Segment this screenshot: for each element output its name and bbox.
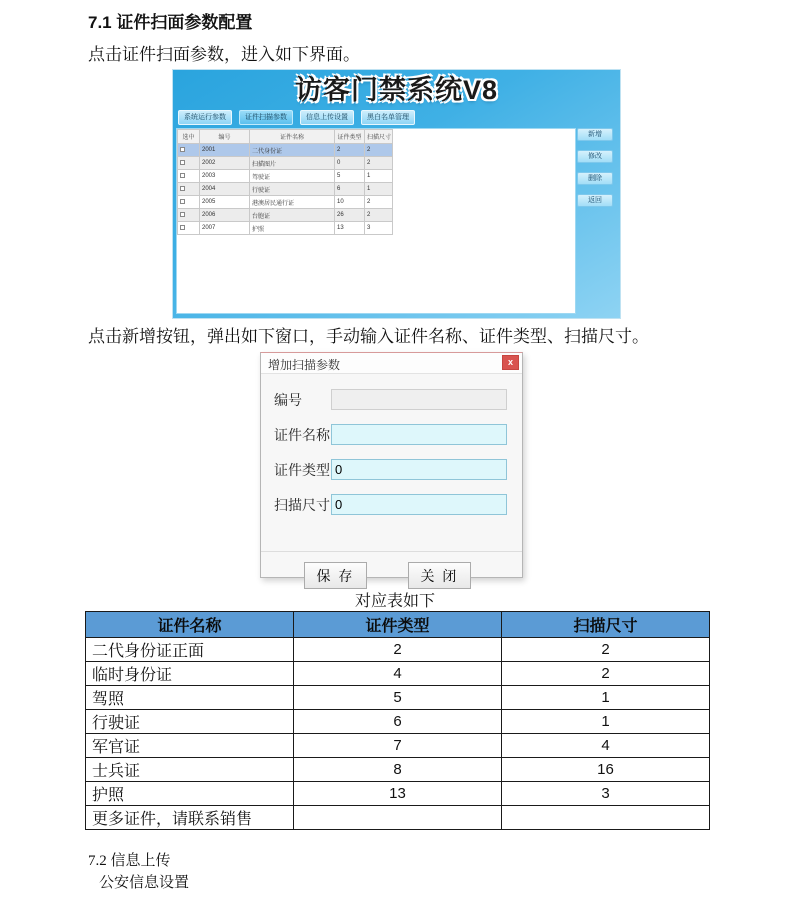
col-select: 选中 <box>178 130 200 144</box>
table-row[interactable]: 2007 护照 13 3 <box>178 222 393 235</box>
app-title: 访客门禁系统V8 <box>294 75 499 105</box>
close-icon[interactable]: x <box>502 355 519 370</box>
field-row-type <box>274 459 511 481</box>
add-scan-param-dialog <box>260 352 523 584</box>
back-button[interactable]: 返回 <box>577 194 613 207</box>
table-header-row <box>178 130 393 144</box>
app-screenshot <box>173 70 620 318</box>
paragraph-intro: 点击证件扫面参数，进入如下界面。 <box>88 45 360 64</box>
field-row-name <box>274 424 511 446</box>
save-button[interactable]: 保 存 <box>304 562 367 589</box>
section2-heading: 7.2 信息上传 <box>88 853 171 869</box>
row-checkbox[interactable] <box>180 186 185 191</box>
mapping-row: 行驶证 6 1 <box>86 710 710 734</box>
tab-id-scan-params[interactable]: 证件扫描参数 <box>239 110 293 125</box>
mapping-row: 临时身份证 4 2 <box>86 662 710 686</box>
row-checkbox[interactable] <box>180 160 185 165</box>
map-col-name: 证件名称 <box>86 612 294 638</box>
side-button-column <box>577 128 617 207</box>
table-row[interactable]: 2004 行驶证 6 1 <box>178 183 393 196</box>
mapping-table <box>85 611 710 830</box>
col-size: 扫描尺寸 <box>365 130 393 144</box>
tab-system-params[interactable]: 系统运行参数 <box>178 110 232 125</box>
table-row[interactable]: 2006 台胞证 26 2 <box>178 209 393 222</box>
table-row[interactable]: 2002 扫描图片 0 2 <box>178 157 393 170</box>
dialog-divider <box>261 551 522 552</box>
row-checkbox[interactable] <box>180 147 185 152</box>
field-row-size <box>274 494 511 516</box>
paragraph-add-dialog: 点击新增按钮，弹出如下窗口，手动输入证件名称、证件类型、扫描尺寸。 <box>88 327 649 346</box>
mapping-row: 护照 13 3 <box>86 782 710 806</box>
cert-type-label: 证件类型 <box>274 462 330 478</box>
section2-subheading: 公安信息设置 <box>99 875 190 891</box>
app-content-panel <box>176 128 576 314</box>
id-field[interactable] <box>331 389 507 410</box>
field-row-id <box>274 389 511 411</box>
id-label: 编号 <box>274 392 302 408</box>
app-params-table <box>177 129 393 235</box>
tab-blackwhite-list[interactable]: 黑白名单管理 <box>361 110 415 125</box>
row-checkbox[interactable] <box>180 212 185 217</box>
row-checkbox[interactable] <box>180 173 185 178</box>
row-checkbox[interactable] <box>180 199 185 204</box>
tab-upload-settings[interactable]: 信息上传设置 <box>300 110 354 125</box>
mapping-row: 士兵证 8 16 <box>86 758 710 782</box>
delete-button[interactable]: 删除 <box>577 172 613 185</box>
col-type: 证件类型 <box>335 130 365 144</box>
dialog-titlebar <box>261 353 522 374</box>
modify-button[interactable]: 修改 <box>577 150 613 163</box>
map-col-type: 证件类型 <box>294 612 502 638</box>
mapping-header-row <box>86 612 710 638</box>
row-checkbox[interactable] <box>180 225 185 230</box>
cert-name-label: 证件名称 <box>274 427 330 443</box>
close-button[interactable]: 关 闭 <box>408 562 471 589</box>
mapping-row: 更多证件，请联系销售 <box>86 806 710 830</box>
scan-size-label: 扫描尺寸 <box>274 497 330 513</box>
app-tab-bar <box>178 110 415 126</box>
col-name: 证件名称 <box>250 130 335 144</box>
map-col-size: 扫描尺寸 <box>502 612 710 638</box>
section-heading: 7.1 证件扫面参数配置 <box>88 13 253 32</box>
table-caption: 对应表如下 <box>354 593 435 610</box>
dialog-title: 增加扫描参数 <box>268 358 341 372</box>
mapping-row: 军官证 7 4 <box>86 734 710 758</box>
mapping-row: 驾照 5 1 <box>86 686 710 710</box>
table-row[interactable]: 2003 驾驶证 5 1 <box>178 170 393 183</box>
mapping-row: 二代身份证正面 2 2 <box>86 638 710 662</box>
scan-size-field[interactable] <box>331 494 507 515</box>
col-id: 编号 <box>200 130 250 144</box>
table-row[interactable]: 2001 二代身份证 2 2 <box>178 144 393 157</box>
table-row[interactable]: 2005 港澳居民通行证 10 2 <box>178 196 393 209</box>
cert-type-field[interactable] <box>331 459 507 480</box>
cert-name-field[interactable] <box>331 424 507 445</box>
add-button[interactable]: 新增 <box>577 128 613 141</box>
